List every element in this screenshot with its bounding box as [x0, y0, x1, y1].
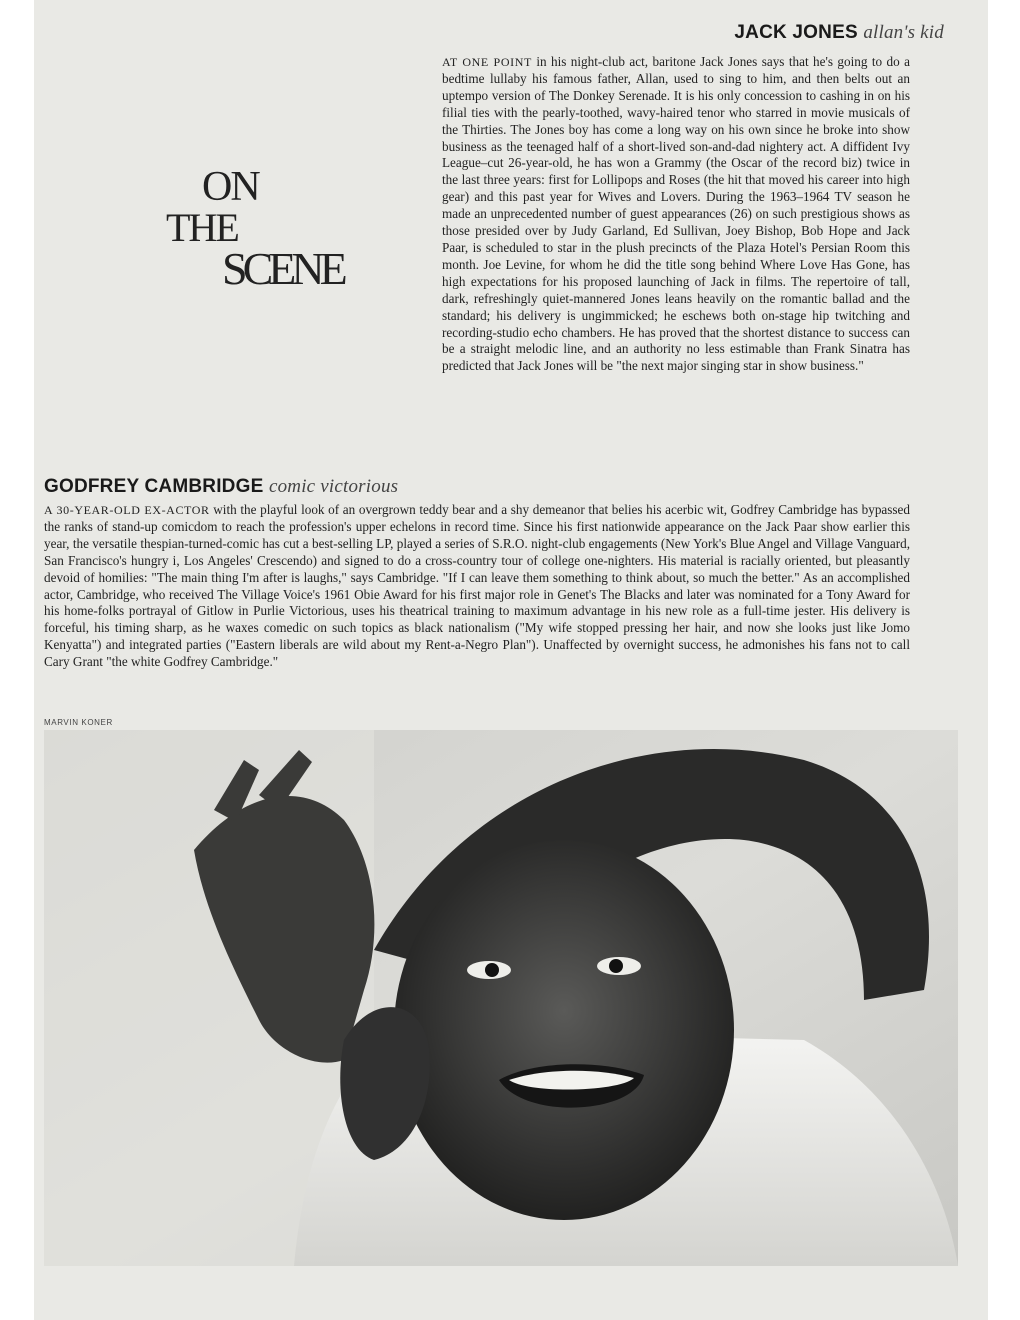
godfrey-cambridge-subtitle: comic victorious	[268, 476, 399, 497]
photo-credit: MARVIN KONER	[44, 718, 113, 727]
photo-illustration	[44, 730, 958, 1266]
godfrey-cambridge-name: GODFREY CAMBRIDGE	[44, 476, 264, 497]
jack-jones-body: in his night-club act, baritone Jack Jones says that he's going to do a bedtime lullaby his famous father, Allan, used to sing to him, and then belts out an uptempo version of The Donkey Serenade. It is his only concession to cashing in on his filial ties with the pearly-toothed, wavy-haired tenor who starred in movie musicals of the Thirties. The Jones boy has come a long way on his own since he broke into show business as the teenaged half of a short-lived son-and-dad nightery act. A diffident Ivy League–cut 26-year-old, he has won a Grammy (the Oscar of the record biz) twice in the last three years: first for Lollipops and Roses (the hit that moved his career into high gear) and this past year for Wives and Lovers. During the 1963–1964 TV season he made an unprecedented number of guest appearances (26) on such prestigious shows as those presided over by Judy Garland, Ed Sullivan, Joey Bishop, Bob Hope and Jack Paar, is scheduled to star in the plush precincts of the Plaza Hotel's Persian Room this month. Joe Levine, for whom he did the title song behind Where Love Has Gone, has high expectations for his proposed launching of Jack in films. The repertoire of tall, dark, refreshingly quiet-mannered Jones leans heavily on the romantic ballad and the standard; his delivery is ungimmicked; he eschews both on-stage hip twitching and recording-studio echo chambers. He has proved that the shortest distance to success can be a straight melodic line, and an authority no less estimable than Frank Sinatra has predicted that Jack Jones will be "the next major singing star in show business."	[442, 54, 910, 374]
godfrey-cambridge-body: with the playful look of an overgrown teddy bear and a shy demeanor that belies his acerbic wit, Godfrey Cambridge has bypassed the ranks of stand-up comicdom to reach the profession's upper echelons in record time. Since his first nationwide appearance on the Jack Paar show earlier this year, the versatile thespian-turned-comic has cut a best-selling LP, played a series of S.R.O. night-club engagements (New York's Blue Angel and Village Vanguard, San Francisco's hungry i, Los Angeles' Crescendo) and signed to do a cross-country tour of college one-nighters. His material is racially oriented, but pleasantly devoid of homilies: "The main thing I'm after is laughs," says Cambridge. "If I can leave them something to think about, so much the better." As an accomplished actor, Cambridge, who received The Village Voice's 1961 Obie Award for his first major role in Genet's The Blacks and later was nominated for a Tony Award for his home-folks portrayal of Gitlow in Purlie Victorious, uses his theatrical training to maximum advantage in his new role as a full-time jester. His delivery is forceful, his timing sharp, as he waxes comedic on such topics as black nationalism ("My wife stopped pressing her hair, and now she looks just like Jomo Kenyatta") and integrated parties ("Eastern liberals are wild about my Rent-a-Negro Plan"). Unaffected by overnight success, he admonishes his fans not to call Cary Grant "the white Godfrey Cambridge."	[44, 502, 910, 670]
godfrey-cambridge-article	[44, 502, 910, 671]
jack-jones-subtitle: allan's kid	[863, 22, 944, 43]
logo-the: THE	[166, 205, 238, 250]
godfrey-cambridge-lead: A 30-YEAR-OLD EX-ACTOR	[44, 503, 210, 517]
logo-on: ON	[202, 164, 259, 210]
godfrey-cambridge-photo	[44, 730, 958, 1266]
on-the-scene-logo	[162, 162, 382, 302]
jack-jones-article	[442, 54, 910, 375]
jack-jones-heading	[734, 22, 944, 44]
logo-scene: SCENE	[222, 243, 343, 294]
jack-jones-name: JACK JONES	[734, 22, 858, 43]
jack-jones-lead: AT ONE POINT	[442, 55, 532, 69]
godfrey-cambridge-heading	[44, 476, 398, 498]
